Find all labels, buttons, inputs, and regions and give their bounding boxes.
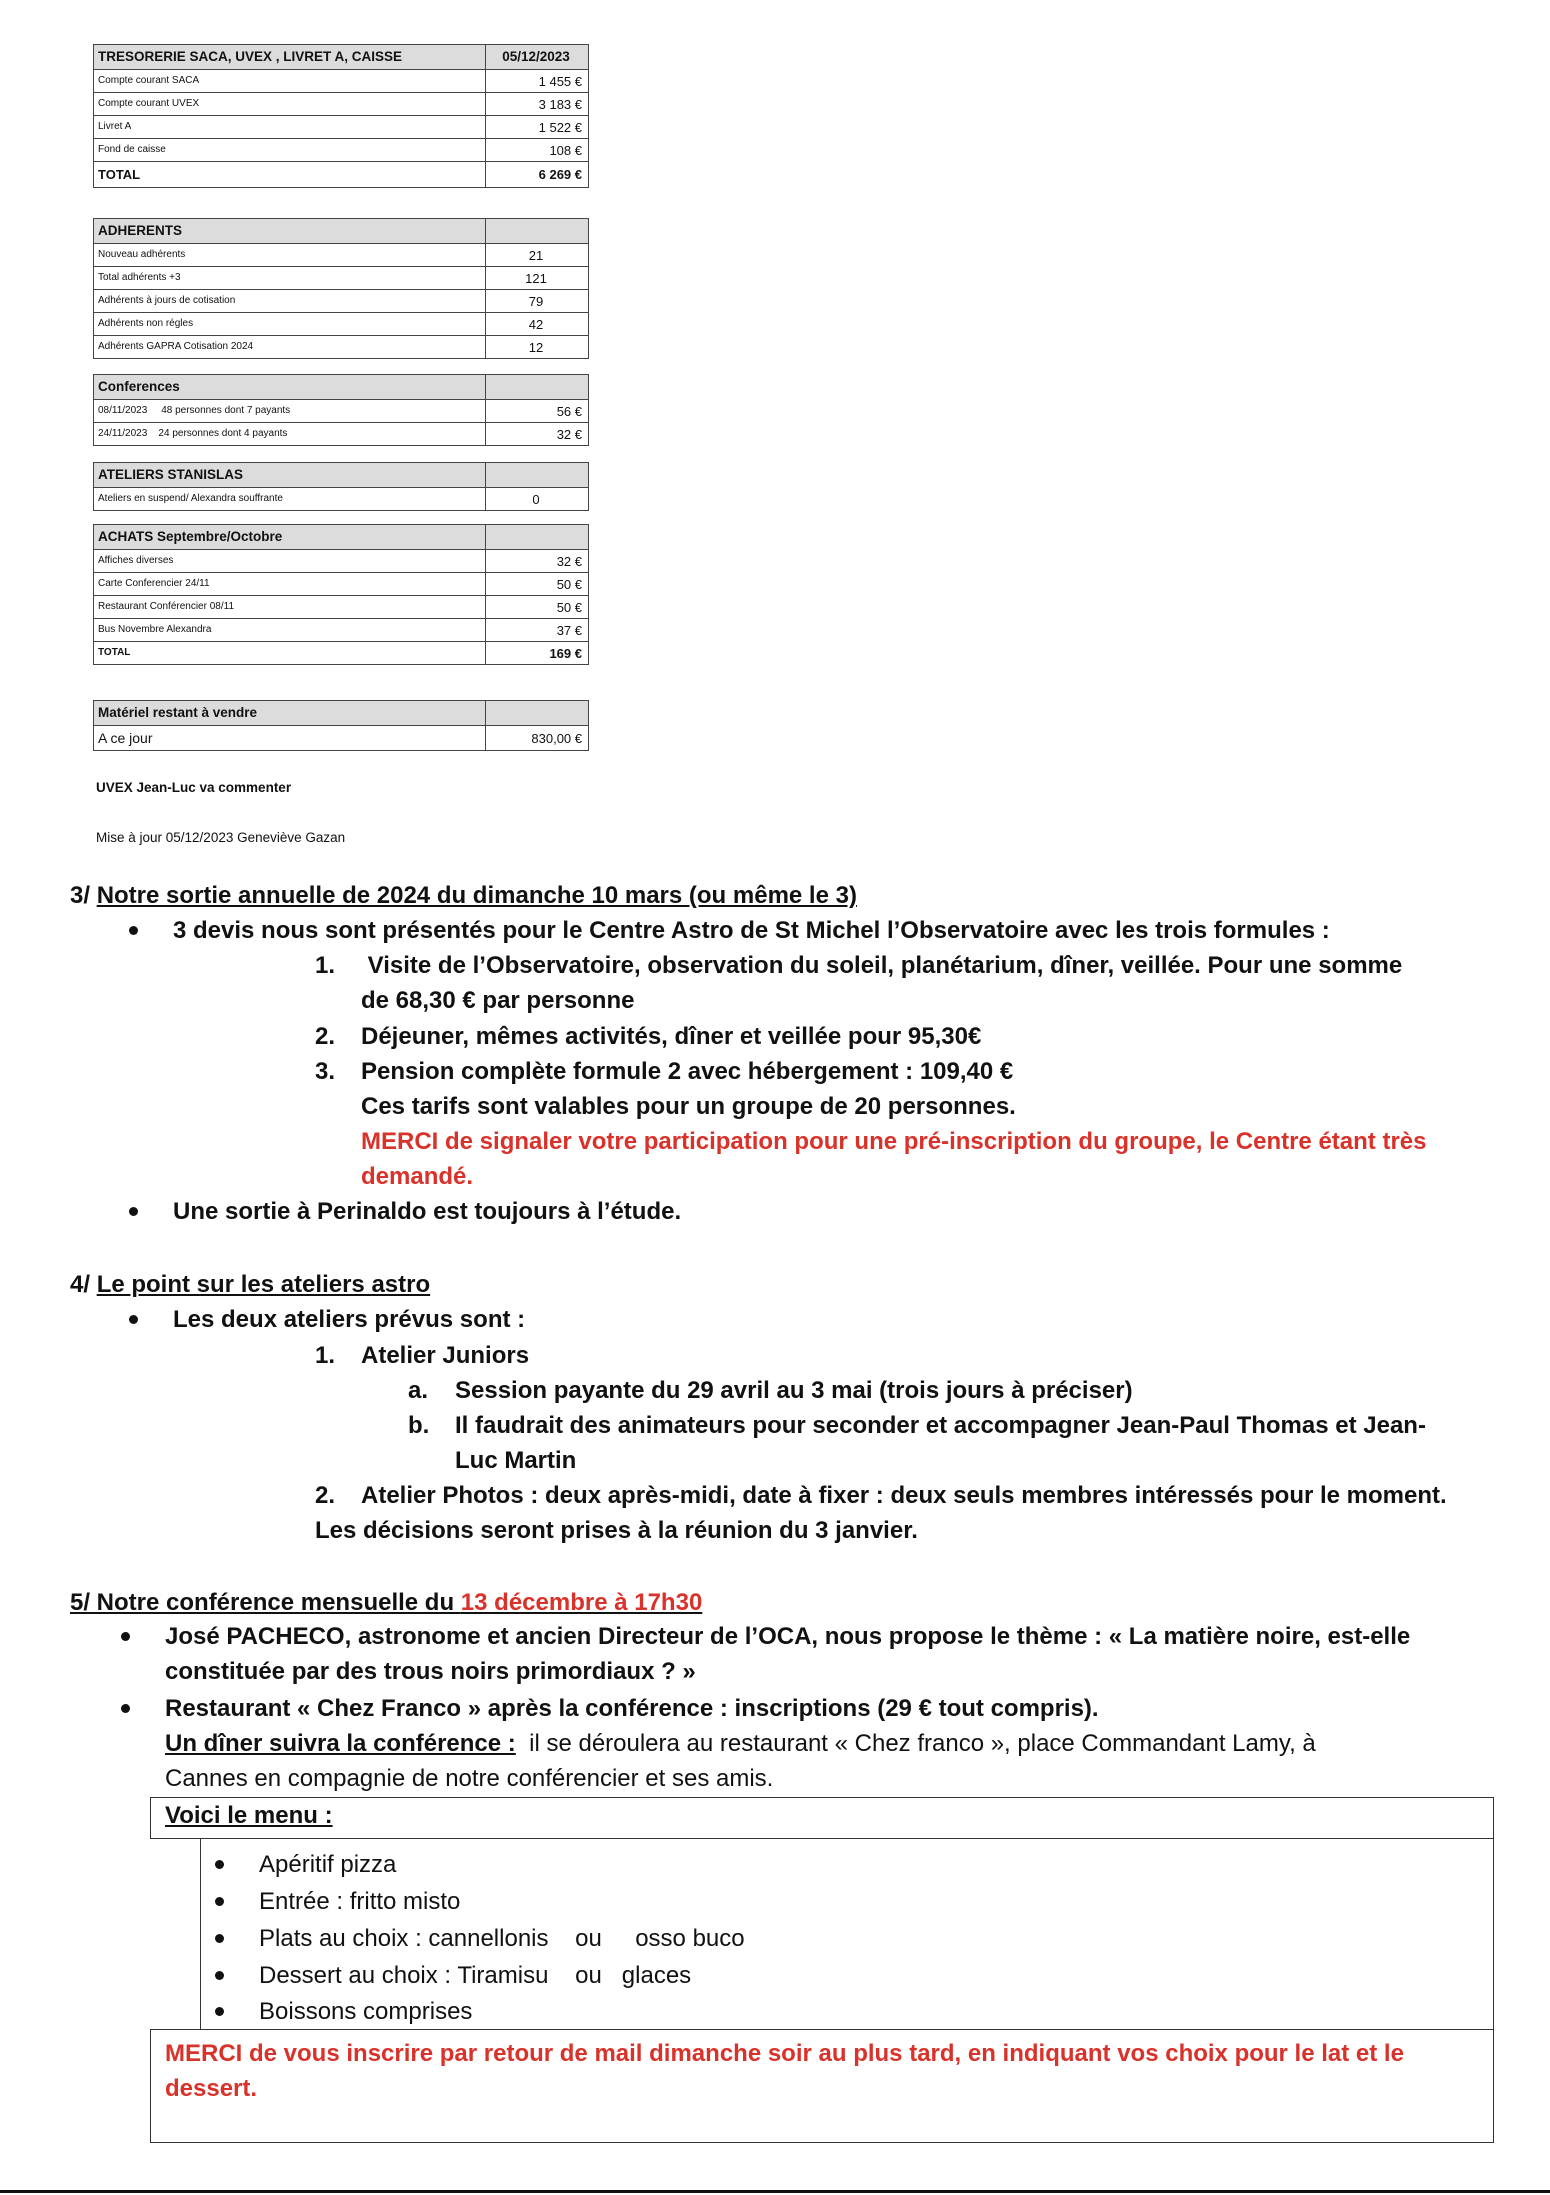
table-row bbox=[94, 488, 589, 511]
table-row bbox=[94, 619, 589, 642]
total-value: 169 € bbox=[486, 642, 589, 665]
bullet-icon bbox=[129, 1207, 138, 1216]
section4-sub-b-line2: Luc Martin bbox=[455, 1447, 577, 1474]
section3-number: 3/ bbox=[70, 882, 97, 909]
row-label: Livret A bbox=[94, 116, 486, 139]
section3-valid-note: Ces tarifs sont valables pour un groupe de 20 personnes. bbox=[361, 1093, 1016, 1120]
section3-bullet1: 3 devis nous sont présentés pour le Centre Astro de St Michel l’Observatoire avec les trois formules : bbox=[173, 917, 1330, 944]
row-label: Compte courant UVEX bbox=[94, 93, 486, 116]
section3-merci-line2: demandé. bbox=[361, 1163, 474, 1190]
menu-item: Dessert au choix : Tiramisu ou glaces bbox=[259, 1962, 692, 1989]
table-row bbox=[94, 267, 589, 290]
row-label: Ateliers en suspend/ Alexandra souffrante bbox=[94, 488, 486, 511]
list-number: 2. bbox=[315, 1482, 336, 1509]
section4-sub-a: Session payante du 29 avril au 3 mai (trois jours à préciser) bbox=[455, 1377, 1133, 1404]
table-row bbox=[94, 313, 589, 336]
row-value: 121 bbox=[486, 267, 589, 290]
section3-item1-line2: de 68,30 € par personne bbox=[361, 987, 635, 1014]
bullet-icon bbox=[215, 2007, 224, 2016]
row-label: Compte courant SACA bbox=[94, 70, 486, 93]
section5-dinner bbox=[165, 1726, 1316, 1761]
menu-item: Plats au choix : cannellonis ou osso buco bbox=[259, 1925, 745, 1952]
section4-number: 4/ bbox=[70, 1271, 97, 1298]
section4-item1: Atelier Juniors bbox=[361, 1342, 530, 1369]
row-value: 50 € bbox=[486, 596, 589, 619]
row-value: 79 bbox=[486, 290, 589, 313]
section5-bullet1-line2: constituée par des trous noirs primordiaux ? » bbox=[165, 1658, 696, 1685]
bullet-icon bbox=[121, 1704, 130, 1713]
row-value: 830,00 € bbox=[486, 726, 589, 751]
table-row bbox=[94, 116, 589, 139]
section3-heading bbox=[70, 878, 857, 913]
row-label: Total adhérents +3 bbox=[94, 267, 486, 290]
row-value: 56 € bbox=[486, 400, 589, 423]
table-row bbox=[94, 139, 589, 162]
section3-merci-line1: MERCI de signaler votre participation pour une pré-inscription du groupe, le Centre étant très bbox=[361, 1128, 1427, 1155]
purchases-header: ACHATS Septembre/Octobre bbox=[94, 525, 486, 550]
dinner-label: Un dîner suivra la conférence : bbox=[165, 1730, 516, 1757]
list-number: 1. bbox=[315, 952, 336, 979]
section5-title: Notre conférence mensuelle du bbox=[90, 1589, 461, 1616]
total-row bbox=[94, 162, 589, 188]
purchases-table bbox=[93, 524, 589, 665]
section3-item3: Pension complète formule 2 avec hébergement : 109,40 € bbox=[361, 1058, 1014, 1085]
row-value: 21 bbox=[486, 244, 589, 267]
equipment-header: Matériel restant à vendre bbox=[94, 701, 486, 726]
row-label: Adhérents à jours de cotisation bbox=[94, 290, 486, 313]
table-row bbox=[94, 244, 589, 267]
row-value: 1 522 € bbox=[486, 116, 589, 139]
menu-merci-line1: MERCI de vous inscrire par retour de mail dimanche soir au plus tard, en indiquant vos choix pour le lat et le bbox=[165, 2040, 1404, 2067]
section5-bullet2: Restaurant « Chez Franco » après la conférence : inscriptions (29 € tout compris). bbox=[165, 1695, 1099, 1722]
table-row bbox=[94, 93, 589, 116]
menu-title-box bbox=[150, 1797, 1494, 1839]
table-row bbox=[94, 573, 589, 596]
row-value: 108 € bbox=[486, 139, 589, 162]
section3-item2: Déjeuner, mêmes activités, dîner et veillée pour 95,30€ bbox=[361, 1023, 982, 1050]
row-label: Adhérents non régles bbox=[94, 313, 486, 336]
menu-list-box bbox=[200, 1838, 1494, 2030]
list-number: 3. bbox=[315, 1058, 336, 1085]
bullet-icon bbox=[215, 1971, 224, 1980]
row-value: 32 € bbox=[486, 550, 589, 573]
bullet-icon bbox=[215, 1934, 224, 1943]
section4-decision: Les décisions seront prises à la réunion du 3 janvier. bbox=[315, 1517, 918, 1544]
table-row bbox=[94, 726, 589, 751]
conferences-table bbox=[93, 374, 589, 446]
row-label: Affiches diverses bbox=[94, 550, 486, 573]
section4-item2: Atelier Photos : deux après-midi, date à fixer : deux seuls membres intéressés pour le moment. bbox=[361, 1482, 1447, 1509]
dinner-text: il se déroulera au restaurant « Chez franco », place Commandant Lamy, à bbox=[515, 1730, 1316, 1757]
row-value: 37 € bbox=[486, 619, 589, 642]
section3-bullet2: Une sortie à Perinaldo est toujours à l’étude. bbox=[173, 1198, 682, 1225]
total-label: TOTAL bbox=[94, 642, 486, 665]
section5-dinner-line2: Cannes en compagnie de notre conférencier et ses amis. bbox=[165, 1765, 774, 1792]
list-number: 1. bbox=[315, 1342, 336, 1369]
section4-heading bbox=[70, 1267, 430, 1302]
menu-merci-line2: dessert. bbox=[165, 2075, 258, 2102]
row-value: 50 € bbox=[486, 573, 589, 596]
bullet-icon bbox=[215, 1897, 224, 1906]
list-letter: b. bbox=[408, 1412, 430, 1439]
menu-item: Apéritif pizza bbox=[259, 1851, 397, 1878]
menu-merci-box bbox=[150, 2029, 1494, 2143]
bullet-icon bbox=[129, 926, 138, 935]
bullet-icon bbox=[215, 1860, 224, 1869]
table-row bbox=[94, 70, 589, 93]
row-label: Fond de caisse bbox=[94, 139, 486, 162]
section5-bullet1-line1: José PACHECO, astronome et ancien Directeur de l’OCA, nous propose le thème : « La matière noire, est-elle bbox=[165, 1623, 1411, 1650]
row-value: 1 455 € bbox=[486, 70, 589, 93]
table-row bbox=[94, 596, 589, 619]
section5-number: 5/ bbox=[70, 1589, 91, 1616]
members-header: ADHERENTS bbox=[94, 219, 486, 244]
treasury-header: TRESORERIE SACA, UVEX , LIVRET A, CAISSE bbox=[94, 45, 486, 70]
section4-bullet1: Les deux ateliers prévus sont : bbox=[173, 1306, 526, 1333]
section3-item1-line1: Visite de l’Observatoire, observation du soleil, planétarium, dîner, veillée. Pour une somme bbox=[361, 952, 1403, 979]
total-value: 6 269 € bbox=[486, 162, 589, 188]
table-row bbox=[94, 423, 589, 446]
treasury-date: 05/12/2023 bbox=[486, 45, 589, 70]
list-letter: a. bbox=[408, 1377, 429, 1404]
row-label: A ce jour bbox=[94, 726, 486, 751]
table-row bbox=[94, 336, 589, 359]
table-row bbox=[94, 290, 589, 313]
menu-item: Boissons comprises bbox=[259, 1998, 473, 2025]
row-label: Nouveau adhérents bbox=[94, 244, 486, 267]
row-value: 0 bbox=[486, 488, 589, 511]
section5-date: 13 décembre à 17h30 bbox=[460, 1589, 703, 1616]
row-label: 24/11/2023 24 personnes dont 4 payants bbox=[94, 423, 486, 446]
workshops-header: ATELIERS STANISLAS bbox=[94, 463, 486, 488]
section3-title: Notre sortie annuelle de 2024 du dimanche 10 mars (ou même le 3) bbox=[96, 882, 857, 909]
row-label: Adhérents GAPRA Cotisation 2024 bbox=[94, 336, 486, 359]
table-row bbox=[94, 550, 589, 573]
bullet-icon bbox=[121, 1632, 130, 1641]
row-label: Bus Novembre Alexandra bbox=[94, 619, 486, 642]
row-label: 08/11/2023 48 personnes dont 7 payants bbox=[94, 400, 486, 423]
total-label: TOTAL bbox=[94, 162, 486, 188]
section5-heading bbox=[70, 1585, 702, 1620]
row-value: 12 bbox=[486, 336, 589, 359]
members-table bbox=[93, 218, 589, 359]
row-value: 32 € bbox=[486, 423, 589, 446]
menu-title: Voici le menu : bbox=[165, 1802, 333, 1829]
update-note: Mise à jour 05/12/2023 Geneviève Gazan bbox=[96, 830, 346, 845]
total-row bbox=[94, 642, 589, 665]
section4-title: Le point sur les ateliers astro bbox=[96, 1271, 431, 1298]
row-value: 42 bbox=[486, 313, 589, 336]
conferences-header: Conferences bbox=[94, 375, 486, 400]
workshops-table bbox=[93, 462, 589, 511]
menu-item: Entrée : fritto misto bbox=[259, 1888, 461, 1915]
page-bottom-rule bbox=[0, 2190, 1550, 2193]
row-label: Carte Conferencier 24/11 bbox=[94, 573, 486, 596]
treasury-table bbox=[93, 44, 589, 188]
bullet-icon bbox=[129, 1315, 138, 1324]
row-value: 3 183 € bbox=[486, 93, 589, 116]
section4-sub-b-line1: Il faudrait des animateurs pour seconder et accompagner Jean-Paul Thomas et Jean- bbox=[455, 1412, 1426, 1439]
uvex-note: UVEX Jean-Luc va commenter bbox=[96, 780, 292, 795]
equipment-table bbox=[93, 700, 589, 751]
row-label: Restaurant Conférencier 08/11 bbox=[94, 596, 486, 619]
list-number: 2. bbox=[315, 1023, 336, 1050]
table-row bbox=[94, 400, 589, 423]
